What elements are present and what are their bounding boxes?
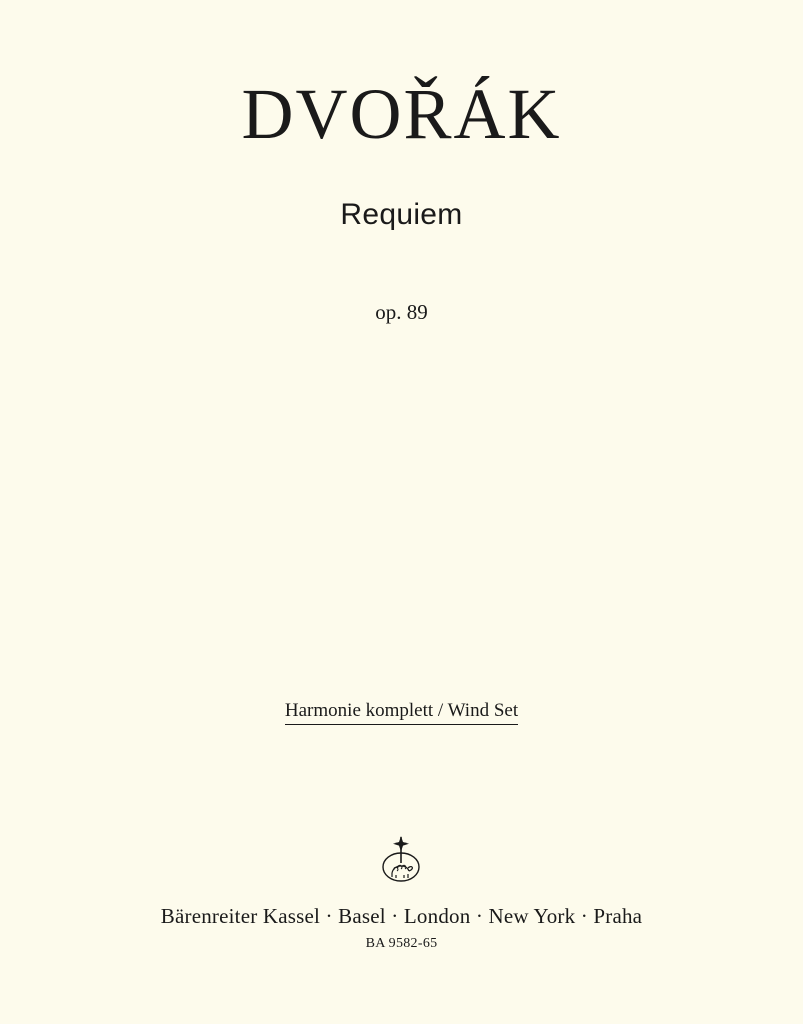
part-designation-label: Harmonie komplett / Wind Set [285,700,518,725]
part-designation [0,700,803,722]
composer-name: DVOŘÁK [241,74,562,154]
work-title: Requiem [340,198,463,231]
baerenreiter-lamb-logo-icon [370,833,434,890]
publisher-line: Bärenreiter Kassel · Basel · London · New York · Praha [160,904,643,928]
opus-number: op. 89 [375,300,428,324]
page-footer [0,833,803,952]
plate-number: BA 9582-65 [365,936,438,951]
